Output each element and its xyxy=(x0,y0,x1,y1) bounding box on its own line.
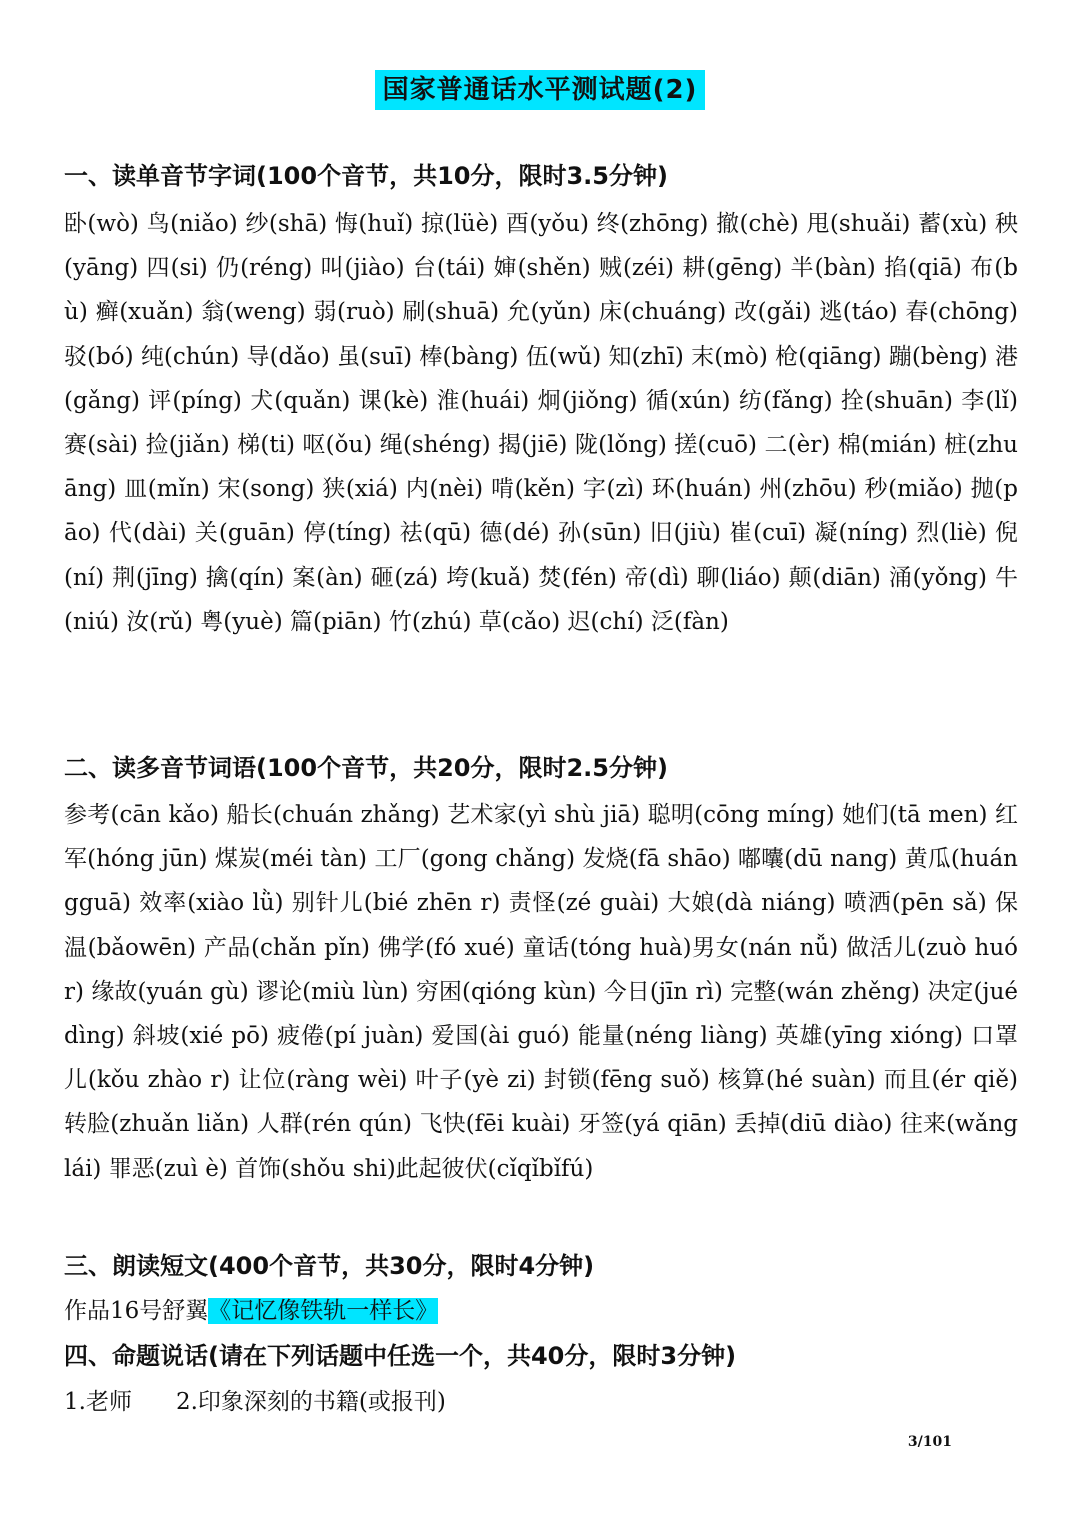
section-3-heading: 三、朗读短文(400个音节，共30分，限时4分钟) xyxy=(64,1252,595,1280)
topic-1: 1.老师 xyxy=(64,1389,132,1415)
reading-work-title: 《记忆像铁轨一样长》 xyxy=(208,1298,439,1324)
section-2-content: 参考(cān kǎo) 船长(chuán zhǎng) 艺术家(yì shù jiā) 聪明(cōng míng) 她们(tā men) 红军(hóng jūn) 煤炭(méi tàn) 工厂(gong chǎng) 发烧(fā shāo) 嘟囔(dū nang) 黄瓜(huángguā) 效率(xiào lǜ) 别针儿(bié zhēn r) 责怪(zé guài) 大娘(dà niáng) 喷洒(pēn sǎ) 保温(bǎowēn) 产品(chǎn pǐn) 佛学(fó xué) 童话(tóng huà)男女(nán nǚ) 做活儿(zuò huó r) 缘故(yuán gù) 谬论(miù lùn) 穷困(qióng kùn) 今日(jīn rì) 完整(wán zhěng) 决定(jué dìng) 斜坡(xié pō) 疲倦(pí juàn) 爱国(ài guó) 能量(néng liàng) 英雄(yīng xióng) 口罩儿(kǒu zhào r) 让位(ràng wèi) 叶子(yè zi) 封锁(fēng suǒ) 核算(hé suàn) 而且(ér qiě) 转脸(zhuǎn liǎn) 人群(rén qún) 飞快(fēi kuài) 牙签(yá qiān) 丢掉(diū diào) 往来(wǎng lái) 罪恶(zuì è) 首饰(shǒu shi)此起彼伏(cǐqǐbǐfú) xyxy=(64,802,1018,1182)
section-4-topics xyxy=(64,1384,1024,1420)
section-3-content xyxy=(64,1293,1024,1329)
reading-work-number: 作品16号舒翼 xyxy=(64,1298,209,1324)
page-number: 3/101 xyxy=(907,1434,952,1450)
section-4-heading: 四、命题说话(请在下列话题中任选一个，共40分，限时3分钟) xyxy=(64,1342,737,1370)
topic-2: 2.印象深刻的书籍(或报刊) xyxy=(175,1389,446,1415)
section-1-heading: 一、读单音节字词(100个音节，共10分，限时3.5分钟) xyxy=(64,162,668,190)
section-2-heading: 二、读多音节词语(100个音节，共20分，限时2.5分钟) xyxy=(64,754,668,782)
page-title-text: 国家普通话水平测试题(2) xyxy=(375,70,706,110)
section-1-content: 卧(wò) 鸟(niǎo) 纱(shā) 悔(huǐ) 掠(lüè) 酉(yǒu) 终(zhōng) 撤(chè) 甩(shuǎi) 蓄(xù) 秧(yāng) 四(si) 仍(réng) 叫(jiào) 台(tái) 婶(shěn) 贼(zéi) 耕(gēng) 半(bàn) 掐(qiā) 布(bù) 癣(xuǎn) 翁(weng) 弱(ruò) 刷(shuā) 允(yǔn) 床(chuáng) 改(gǎi) 逃(táo) 春(chōng) 驳(bó) 纯(chún) 导(dǎo) 虽(suī) 棒(bàng) 伍(wǔ) 知(zhī) 末(mò) 枪(qiāng) 蹦(bèng) 港(gǎng) 评(píng) 犬(quǎn) 课(kè) 淮(huái) 炯(jiǒng) 循(xún) 纺(fǎng) 拴(shuān) 李(lǐ) 赛(sài) 捡(jiǎn) 梯(ti) 呕(ǒu) 绳(shéng) 揭(jiē) 陇(lǒng) 搓(cuō) 二(èr) 棉(mián) 桩(zhuāng) 皿(mǐn) 宋(song) 狭(xiá) 内(nèi) 啃(kěn) 字(zì) 环(huán) 州(zhōu) 秒(miǎo) 抛(pāo) 代(dài) 关(guān) 停(tíng) 祛(qū) 德(dé) 孙(sūn) 旧(jiù) 崔(cuī) 凝(níng) 烈(liè) 倪(ní) 荆(jīng) 擒(qín) 案(àn) 砸(zá) 垮(kuǎ) 焚(fén) 帝(dì) 聊(liáo) 颠(diān) 涌(yǒng) 牛(niú) 汝(rǔ) 粤(yuè) 篇(piān) 竹(zhú) 草(cǎo) 迟(chí) 泛(fàn) xyxy=(64,211,1018,635)
page-title xyxy=(0,70,1080,110)
